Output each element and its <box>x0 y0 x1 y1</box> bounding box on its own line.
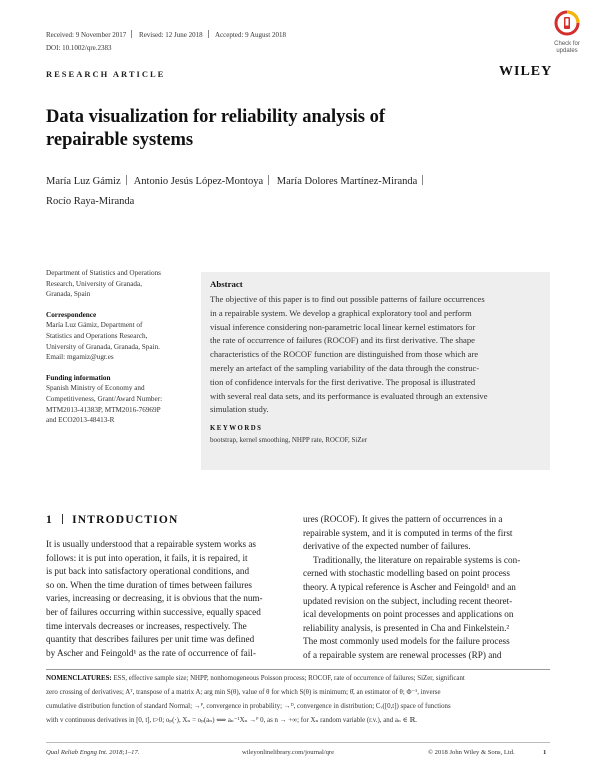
body-line: repairable system, and it is computed in terms of the first <box>303 527 513 538</box>
copyright: © 2018 John Wiley & Sons, Ltd. <box>428 749 515 756</box>
abstract-line: The objective of this paper is to find out possible patterns of failure occurrences <box>210 294 485 304</box>
funding-line: Spanish Ministry of Economy and <box>46 384 145 393</box>
nomenclature-line: zero crossing of derivatives; Aᵀ, transpose of a matrix A; arg min S(θ), value of θ for which S(θ) is minimum; θ̂, an estimator of θ; Φ⁻¹, inverse <box>46 689 441 696</box>
body-line: varies, increasing or decreasing, it is obvious that the num- <box>46 593 263 604</box>
body-line: time intervals decreases or increases, respectively. The <box>46 620 247 631</box>
abstract-line: merely an artefact of the sampling variability of the data through the construc- <box>210 362 480 373</box>
journal-url[interactable]: wileyonlinelibrary.com/journal/qre <box>242 749 335 756</box>
check-updates-text-2: updates <box>556 48 578 54</box>
body-line: follows: it is put into operation, it fails, it is repaired, it <box>46 552 248 563</box>
correspondence-line: University of Granada, Granada, Spain. <box>46 342 160 351</box>
section-title: INTRODUCTION <box>72 514 179 526</box>
intro-left-column <box>46 538 292 660</box>
body-line: is put back into satisfactory operational conditions, and <box>46 566 250 577</box>
intro-right-column <box>303 513 549 663</box>
publisher-logo: WILEY <box>499 64 553 79</box>
affiliation-line: Department of Statistics and Operations <box>46 269 161 277</box>
body-line: quantity that describes failures per unit time was defined <box>46 634 255 645</box>
funding-line: and ECO2013-48413-R <box>46 416 115 425</box>
abstract-line: with several real data sets, and its performance is evaluated through an extensive <box>210 390 488 401</box>
body-line: It is usually understood that a repairable system works as <box>46 539 256 549</box>
body-line: ures (ROCOF). It gives the pattern of occurrences in a <box>303 514 503 524</box>
check-for-updates-badge[interactable] <box>544 10 590 55</box>
section-number: 1 <box>46 514 53 526</box>
abstract-heading: Abstract <box>210 279 243 289</box>
body-line: of a repairable system are renewal processes (RP) and <box>303 649 502 660</box>
abstract-line: visual inference considering non-parametric local linear kernel estimators for <box>210 321 476 332</box>
abstract-line: simulation study. <box>210 404 269 415</box>
author-name[interactable]: Rocío Raya-Miranda <box>46 196 135 207</box>
body-line: The most commonly used models for the failure process <box>303 636 510 647</box>
correspondence-heading: Correspondence <box>46 310 97 319</box>
abstract-line: in a repairable system. We develop a graphical exploratory tool and perform <box>210 307 472 318</box>
nomenclature-line: with v continuous derivatives in [0, t], t>0; oₚ(·), Xₙ = oₚ(aₙ) ⟺ aₙ⁻¹Xₙ →ᴾ 0, as n → +∞; for Xₙ random variable (r.v.), and aₙ ∈ ℝ. <box>46 717 417 724</box>
correspondence-line: María Luz Gámiz, Department of <box>46 321 143 330</box>
funding-line: MTM2013-41383P, MTM2016-76969P <box>46 405 161 414</box>
keywords-list: bootstrap, kernel smoothing, NHPP rate, ROCOF, SiZer <box>210 436 368 445</box>
footer-rule <box>46 742 550 743</box>
nomenclature-line: cumulative distribution function of standard Normal; →ᴾ, convergence in probability; →ᴰ, convergence in distribution; Cᵥ([0,t]) space of functions <box>46 703 451 710</box>
funding-heading: Funding information <box>46 373 111 382</box>
accepted-date: Accepted: 9 August 2018 <box>214 31 286 39</box>
abstract-line: tion of confidence intervals for the first derivative. The proposal is illustrated <box>210 376 476 387</box>
body-line: cerned with stochastic modelling based on point process <box>303 568 510 579</box>
page-number: 1 <box>543 749 547 756</box>
affiliation-line: Research, University of Granada, <box>46 279 142 288</box>
title-line-2: repairable systems <box>46 130 194 150</box>
section-heading-introduction <box>46 514 179 526</box>
correspondence-email[interactable]: Email: mgamiz@ugr.es <box>46 353 114 362</box>
abstract-line: the rate of occurrence of failures (ROCOF) and its first derivative. The shape <box>210 335 475 346</box>
abstract-line: characteristics of the ROCOF function are distinguished from those which are <box>210 349 479 360</box>
keywords-heading: KEYWORDS <box>210 425 263 433</box>
abstract-text <box>210 293 541 417</box>
author-list <box>46 172 546 212</box>
abstract-box <box>201 272 550 470</box>
check-updates-text: Check for <box>554 41 580 47</box>
article-info-sidebar <box>46 268 196 426</box>
body-line: ical developments on point processes and applications on <box>303 609 514 620</box>
doi[interactable]: DOI: 10.1002/qre.2383 <box>46 44 112 52</box>
body-line: reliability analysis, is presented in Cha and Finkelstein.² <box>303 622 510 633</box>
affiliation-line: Granada, Spain <box>46 290 91 299</box>
author-name[interactable]: Antonio Jesús López-Montoya <box>133 176 264 187</box>
author-name[interactable]: María Dolores Martínez-Miranda <box>276 176 418 187</box>
journal-citation: Qual Reliab Engng Int. 2018;1–17. <box>46 749 140 756</box>
affiliation <box>46 268 196 300</box>
correspondence-line: Statistics and Operations Research, <box>46 331 148 340</box>
funding-line: Competitiveness, Grant/Award Number: <box>46 394 163 403</box>
author-name[interactable]: María Luz Gámiz <box>46 176 121 187</box>
nomenclature-block <box>46 672 556 728</box>
revised-date: Revised: 12 June 2018 <box>139 31 203 39</box>
title-line-1: Data visualization for reliability analysis of <box>46 107 386 127</box>
body-line: ber of failures occurring within successive, equally spaced <box>46 606 261 617</box>
body-line: by Ascher and Feingold¹ as the rate of occurrence of fail- <box>46 647 256 658</box>
check-updates-icon <box>554 10 580 36</box>
body-line: Traditionally, the literature on repairable systems is con- <box>313 554 521 565</box>
body-line: updated revision on the subject, including recent theoret- <box>303 595 513 606</box>
body-line: so on. When the time duration of times between failures <box>46 579 252 590</box>
submission-dates <box>46 30 286 39</box>
received-date: Received: 9 November 2017 <box>46 31 127 39</box>
nomenclature-heading: NOMENCLATURES: <box>46 675 112 682</box>
section-label: RESEARCH ARTICLE <box>46 69 166 79</box>
nomenclature-top-rule <box>46 669 550 670</box>
nomenclature-line: ESS, effective sample size; NHPP, nonhomogeneous Poisson process; ROCOF, rate of occurrence of failures; SiZer, significant <box>113 675 465 682</box>
body-line: derivative of the expected number of failures. <box>303 541 471 552</box>
article-title <box>46 106 526 152</box>
body-line: theory. A typical reference is Ascher and Feingold¹ and an <box>303 581 516 592</box>
